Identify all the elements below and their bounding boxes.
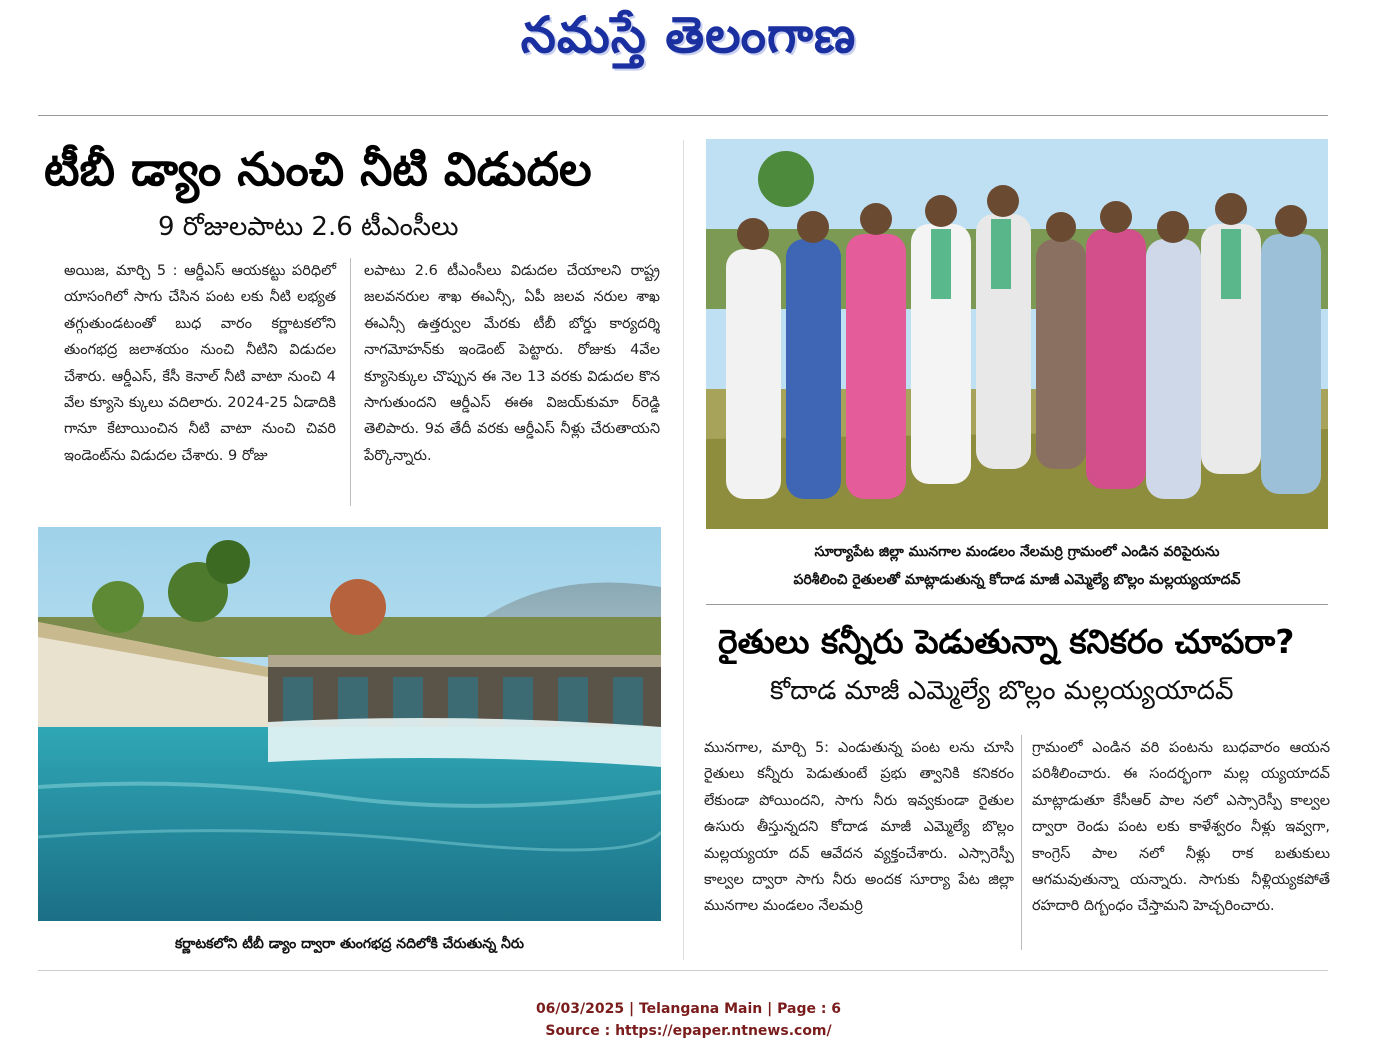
dam-photo [38, 527, 661, 921]
story1-column-divider [350, 258, 351, 506]
farmers-photo-caption-line1: సూర్యాపేట జిల్లా మునగాల మండలం నేలమర్రి గ్రామంలో ఎండిన వరిపైరును [814, 544, 1220, 560]
story2-column-1-text: మునగాల, మార్చి 5: ఎండుతున్న పంట లను చూసి రైతులు కన్నీరు పెడుతుంటే ప్రభు త్వానికి కనికరం లేకుండా పోయిందని, సాగు నీరు ఇవ్వకుండా రైతుల ఉసురు తీస్తున్నదని కోదాడ మాజీ ఎమ్మెల్యే బొల్లం మల్లయ్యయా దవ్ ఆవేదన వ్యక్తంచేశారు. ఎస్సారెస్పీ కాల్వల ద్వారా సాగు నీరు అందక సూర్యా పేట జిల్లా మునగాల మండలం నేలమర్రి [704, 740, 1014, 915]
story2-column-2-text: గ్రామంలో ఎండిన వరి పంటను బుధవారం ఆయన పరిశీలించారు. ఈ సందర్భంగా మల్ల య్యయాదవ్ మాట్లాడుతూ కేసీఆర్ పాల నలో ఎస్సారెస్పీ కాల్వల ద్వారా రెండు పంట లకు కాళేశ్వరం నీళ్లు ఇవ్వగా, కాంగ్రెస్ పాల నలో నీళ్లు రాక బతుకులు ఆగమవుతున్నా యన్నారు. సాగుకు నీళ్లియ్యకపోతే రహదారి దిగ్బంధం చేస్తామని హెచ్చరించారు. [1032, 740, 1330, 915]
top-rule [38, 115, 1328, 116]
dam-photo-caption: కర్ణాటకలోని టీబీ డ్యాం ద్వారా తుంగభద్ర నదిలోకి చేరుతున్న నీరు [174, 936, 525, 952]
story2-column-2 [1032, 735, 1330, 920]
story1-subhead: 9 రోజులపాటు 2.6 టీఎంసీలు [158, 212, 459, 242]
footer-source-link[interactable]: Source : https://epaper.ntnews.com/ [545, 1023, 832, 1039]
story2-column-divider [1021, 735, 1022, 950]
newspaper-masthead: నమస్తే తెలంగాణ [520, 6, 857, 64]
story2-headline: రైతులు కన్నీరు పెడుతున్నా కనికరం చూపరా? [718, 622, 1295, 661]
story2-column-1 [704, 735, 1014, 920]
story2-subhead: కోదాడ మాజీ ఎమ్మెల్యే బొల్లం మల్లయ్యయాదవ్ [770, 676, 1234, 706]
farmers-photo-caption-line2: పరిశీలించి రైతులతో మాట్లాడుతున్న కోదాడ మాజీ ఎమ్మెల్యే బొల్లం మల్లయ్యయాదవ్ [793, 572, 1241, 588]
farmers-photo [706, 139, 1328, 529]
story1-column-1 [64, 258, 336, 469]
story1-column-1-text: అయిజ, మార్చి 5 : ఆర్డీఎస్ ఆయకట్టు పరిధిలో యాసంగిలో సాగు చేసిన పంట లకు నీటి లభ్యత తగ్గుతుండటంతో బుధ వారం కర్ణాటకలోని తుంగభద్ర జలాశయం నుంచి నీటిని విడుదల చేశారు. ఆర్డీఎస్, కేసీ కెనాల్ నీటి వాటా నుంచి 4 వేల క్యూసె క్కులు వదిలారు. 2024-25 ఏడాదికి గానూ కేటాయించిన నీటి వాటా నుంచి చివరి ఇండెంట్‌ను విడుదల చేశారు. 9 రోజు [64, 263, 336, 464]
story1-headline: టీబీ డ్యాం నుంచి నీటి విడుదల [44, 142, 592, 196]
story2-rule [706, 604, 1328, 605]
bottom-rule [38, 970, 1328, 971]
footer-date-page: 06/03/2025 | Telangana Main | Page : 6 [535, 1001, 842, 1017]
story1-column-2-text: లపాటు 2.6 టీఎంసీలు విడుదల చేయాలని రాష్ట్ర జలవనరుల శాఖ ఈఎన్సీ, ఏపీ జలవ నరుల శాఖ ఈఎన్సీ ఉత్తర్వుల మేరకు టీబీ బోర్డు కార్యదర్శి నాగమోహన్‌కు ఇండెంట్ పెట్టారు. రోజుకు 4వేల క్యూసెక్కుల చొప్పున ఈ నెల 13 వరకు విడుదల కొన సాగుతుందని ఆర్డీఎస్ ఈఈ విజయ్‌కుమా ర్‌రెడ్డి తెలిపారు. 9వ తేదీ వరకు ఆర్డీఎస్ నీళ్లు చేరుతాయని పేర్కొన్నారు. [364, 263, 660, 464]
main-column-divider [683, 140, 684, 960]
story1-column-2 [364, 258, 660, 469]
